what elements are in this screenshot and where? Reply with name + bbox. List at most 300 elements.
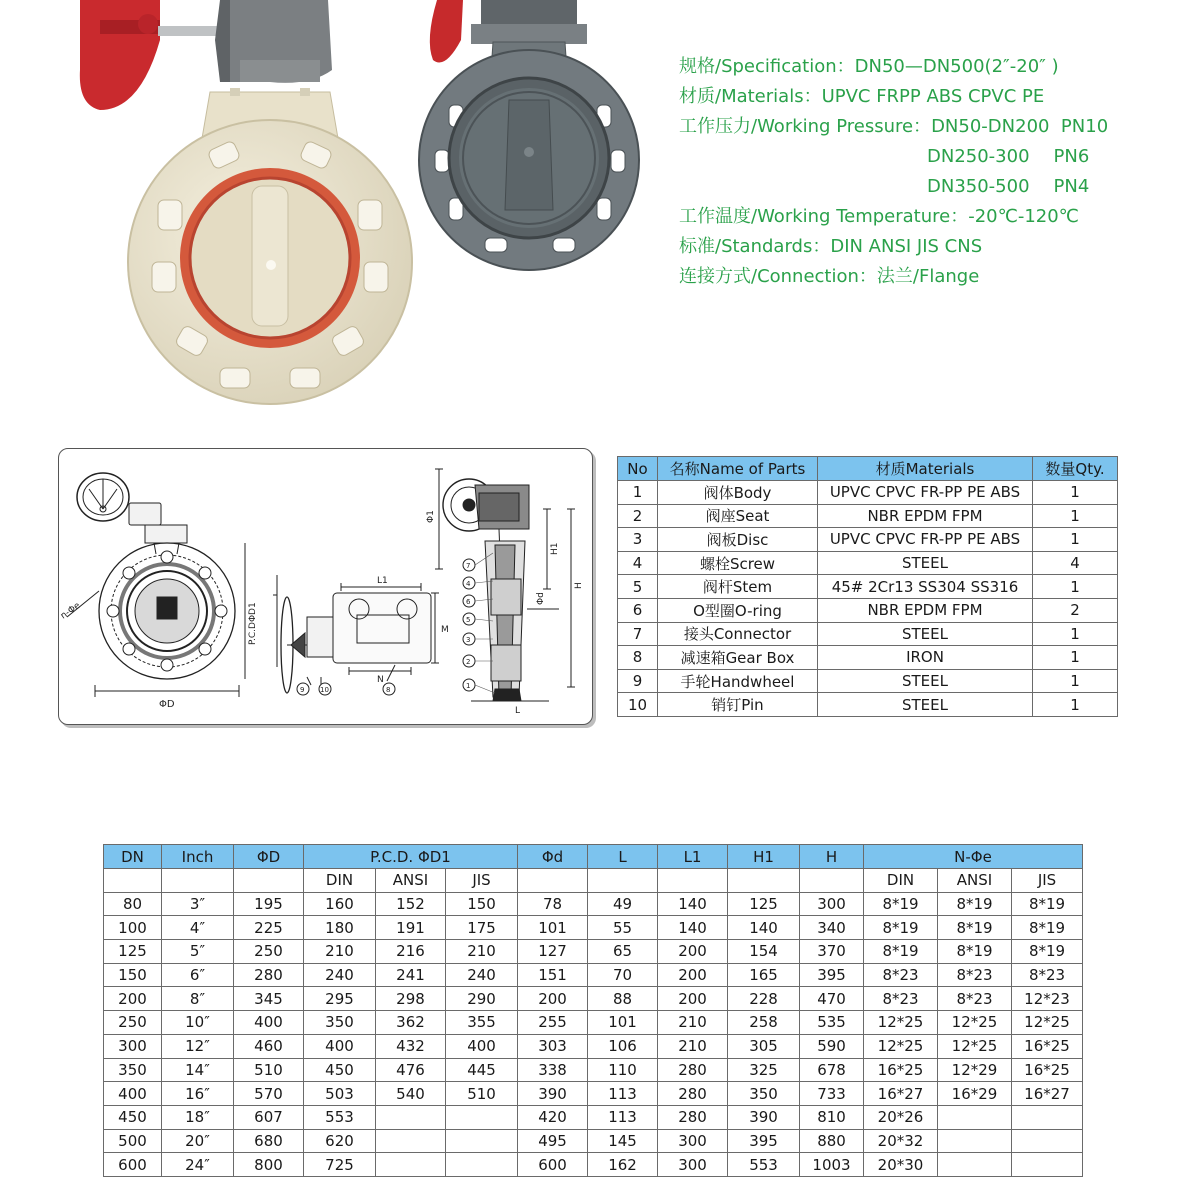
dim-cell: 600 [518, 1153, 588, 1177]
dim-cell: 12*25 [1012, 1011, 1083, 1035]
dim-cell: 154 [728, 940, 800, 964]
dim-cell: 14″ [162, 1058, 234, 1082]
parts-cell: O型圈O-ring [658, 598, 818, 622]
dim-cell: 113 [588, 1082, 658, 1106]
dim-cell: 6″ [162, 963, 234, 987]
parts-cell: NBR EPDM FPM [818, 598, 1033, 622]
dim-cell [938, 1129, 1012, 1153]
gearbox-icon [129, 503, 161, 525]
parts-row [618, 693, 1118, 717]
dim-cell [938, 1153, 1012, 1177]
gearbox-icon [333, 593, 431, 663]
dim-label-h: H [574, 582, 584, 589]
dim-row [104, 1034, 1083, 1058]
parts-row [618, 646, 1118, 670]
dim-cell: 290 [446, 987, 518, 1011]
dim-cell: 65 [588, 940, 658, 964]
dim-row [104, 1082, 1083, 1106]
dim-cell: 570 [234, 1082, 304, 1106]
dim-cell: 420 [518, 1105, 588, 1129]
parts-cell: 2 [618, 504, 658, 528]
dim-cell: 225 [234, 916, 304, 940]
parts-cell: 10 [618, 693, 658, 717]
parts-cell: 螺栓Screw [658, 551, 818, 575]
dim-cell: 280 [658, 1058, 728, 1082]
dim-label-od: ΦD [159, 699, 175, 710]
callout-10: 10 [320, 686, 329, 694]
dim-row [104, 1153, 1083, 1177]
dim-cell: 300 [658, 1129, 728, 1153]
callout-7: 7 [466, 562, 471, 570]
dim-row [104, 1105, 1083, 1129]
parts-cell: 阀板Disc [658, 528, 818, 552]
specifications-block [679, 52, 1159, 292]
dim-cell: 590 [800, 1034, 864, 1058]
dim-subheader-cell: DIN [304, 869, 376, 893]
parts-cell: 1 [1033, 504, 1118, 528]
dim-cell: 12*25 [864, 1034, 938, 1058]
dim-cell: 180 [304, 916, 376, 940]
dim-cell: 678 [800, 1058, 864, 1082]
dim-cell: 210 [304, 940, 376, 964]
dim-cell: 210 [446, 940, 518, 964]
dim-cell: 800 [234, 1153, 304, 1177]
dim-cell: 80 [104, 892, 162, 916]
dim-cell: 258 [728, 1011, 800, 1035]
dim-row [104, 940, 1083, 964]
spec-connection: 连接方式/Connection：法兰/Flange [679, 266, 980, 287]
dim-cell: 12*25 [864, 1011, 938, 1035]
parts-header-name: 名称Name of Parts [658, 457, 818, 481]
dim-cell: 228 [728, 987, 800, 1011]
dim-cell: 350 [728, 1082, 800, 1106]
dim-label-n: N [377, 675, 384, 685]
dim-cell: 305 [728, 1034, 800, 1058]
dim-cell: 280 [658, 1105, 728, 1129]
dim-cell: 460 [234, 1034, 304, 1058]
spec-temperature: 工作温度/Working Temperature：-20℃-120℃ [679, 206, 1079, 227]
parts-cell: 1 [618, 481, 658, 505]
dim-cell: 10″ [162, 1011, 234, 1035]
dim-cell: 12″ [162, 1034, 234, 1058]
dim-header-l: L [588, 845, 658, 869]
parts-cell: UPVC CPVC FR-PP PE ABS [818, 528, 1033, 552]
dim-cell: 8*19 [938, 940, 1012, 964]
dim-cell: 20*26 [864, 1105, 938, 1129]
dim-cell: 20*32 [864, 1129, 938, 1153]
dim-cell: 150 [104, 963, 162, 987]
dim-cell: 8*19 [938, 892, 1012, 916]
dim-cell: 250 [104, 1011, 162, 1035]
dim-subheader-cell: DIN [864, 869, 938, 893]
dim-row [104, 1011, 1083, 1035]
dim-cell: 165 [728, 963, 800, 987]
dim-cell: 600 [104, 1153, 162, 1177]
dim-cell: 16″ [162, 1082, 234, 1106]
dim-cell: 510 [234, 1058, 304, 1082]
spec-pressure-pn: PN6 [1053, 146, 1090, 167]
dim-cell: 24″ [162, 1153, 234, 1177]
parts-row [618, 528, 1118, 552]
dim-cell: 432 [376, 1034, 446, 1058]
dim-cell: 8*23 [938, 987, 1012, 1011]
parts-cell: 1 [1033, 528, 1118, 552]
dim-cell: 400 [446, 1034, 518, 1058]
dim-header-inch: Inch [162, 845, 234, 869]
dim-cell: 280 [658, 1082, 728, 1106]
dim-cell: 250 [234, 940, 304, 964]
dim-cell: 8*23 [864, 963, 938, 987]
parts-row [618, 575, 1118, 599]
dim-cell: 175 [446, 916, 518, 940]
dim-cell [938, 1105, 1012, 1129]
dim-cell: 200 [658, 987, 728, 1011]
dim-row [104, 987, 1083, 1011]
dim-cell: 303 [518, 1034, 588, 1058]
parts-row [618, 598, 1118, 622]
dim-subheader-row [104, 869, 1083, 893]
dim-cell: 200 [658, 963, 728, 987]
dim-cell: 127 [518, 940, 588, 964]
technical-drawing [59, 449, 592, 724]
dim-cell: 255 [518, 1011, 588, 1035]
dim-cell [1012, 1129, 1083, 1153]
dim-cell [376, 1105, 446, 1129]
dim-cell: 350 [104, 1058, 162, 1082]
dim-header-n-phi-e: N-Φe [864, 845, 1083, 869]
dim-cell: 8*19 [864, 892, 938, 916]
dim-cell: 16*25 [864, 1058, 938, 1082]
callout-5: 5 [466, 616, 471, 624]
dim-cell: 300 [104, 1034, 162, 1058]
dim-header-d: Φd [518, 845, 588, 869]
spec-pressure-pn: PN10 [1060, 116, 1109, 137]
dim-header-row [104, 845, 1083, 869]
dim-cell: 20*30 [864, 1153, 938, 1177]
dim-cell: 101 [518, 916, 588, 940]
parts-cell: 1 [1033, 622, 1118, 646]
dim-cell: 8*23 [1012, 963, 1083, 987]
dim-label-h1: H1 [550, 542, 560, 555]
dim-cell: 400 [104, 1082, 162, 1106]
spec-pressure-row-1 [679, 112, 1159, 142]
dim-cell: 390 [728, 1105, 800, 1129]
dim-cell: 470 [800, 987, 864, 1011]
parts-cell: 2 [1033, 598, 1118, 622]
dim-cell: 3″ [162, 892, 234, 916]
parts-cell: STEEL [818, 622, 1033, 646]
dim-cell: 16*27 [864, 1082, 938, 1106]
parts-row [618, 551, 1118, 575]
dim-cell: 540 [376, 1082, 446, 1106]
dim-cell: 160 [304, 892, 376, 916]
dim-row [104, 1058, 1083, 1082]
parts-cell: 7 [618, 622, 658, 646]
dim-cell: 4″ [162, 916, 234, 940]
dim-header-h1: H1 [728, 845, 800, 869]
callout-4: 4 [466, 580, 471, 588]
dim-cell [376, 1153, 446, 1177]
dim-row [104, 963, 1083, 987]
dim-cell: 210 [658, 1034, 728, 1058]
dim-cell: 355 [446, 1011, 518, 1035]
dim-cell: 295 [304, 987, 376, 1011]
dim-cell: 8*19 [1012, 940, 1083, 964]
dim-cell: 390 [518, 1082, 588, 1106]
parts-cell: 1 [1033, 575, 1118, 599]
dim-cell: 200 [104, 987, 162, 1011]
callout-6: 6 [466, 598, 471, 606]
dim-label-pcd: P.C.DΦD1 [248, 602, 258, 645]
dim-cell: 325 [728, 1058, 800, 1082]
parts-cell: UPVC CPVC FR-PP PE ABS [818, 481, 1033, 505]
spec-pressure-label: 工作压力/Working Pressure： [679, 116, 932, 137]
dim-cell: 8*19 [864, 916, 938, 940]
dim-cell: 145 [588, 1129, 658, 1153]
dim-cell: 100 [104, 916, 162, 940]
parts-table-body [618, 481, 1118, 717]
dim-subheader-cell: JIS [446, 869, 518, 893]
parts-cell: IRON [818, 646, 1033, 670]
dim-cell: 125 [728, 892, 800, 916]
parts-cell: STEEL [818, 669, 1033, 693]
dim-cell: 445 [446, 1058, 518, 1082]
technical-drawing-panel [58, 448, 593, 725]
parts-cell: 销钉Pin [658, 693, 818, 717]
dim-row [104, 916, 1083, 940]
dim-cell: 12*23 [1012, 987, 1083, 1011]
callout-3: 3 [466, 636, 471, 644]
dim-cell: 607 [234, 1105, 304, 1129]
dim-cell: 16*29 [938, 1082, 1012, 1106]
parts-cell: 手轮Handwheel [658, 669, 818, 693]
parts-row [618, 669, 1118, 693]
dim-cell: 200 [658, 940, 728, 964]
dim-cell: 8*19 [864, 940, 938, 964]
dim-cell [1012, 1153, 1083, 1177]
spec-pressure-row-3 [679, 172, 1159, 202]
dim-cell: 725 [304, 1153, 376, 1177]
parts-header-row [618, 457, 1118, 481]
dim-cell: 495 [518, 1129, 588, 1153]
dim-cell: 70 [588, 963, 658, 987]
spec-specification: 规格/Specification：DN50—DN500(2″-20″ ) [679, 56, 1059, 77]
dim-cell: 503 [304, 1082, 376, 1106]
dim-cell: 16*27 [1012, 1082, 1083, 1106]
parts-cell: 减速箱Gear Box [658, 646, 818, 670]
dim-cell: 553 [304, 1105, 376, 1129]
parts-cell: STEEL [818, 693, 1033, 717]
dim-cell: 476 [376, 1058, 446, 1082]
parts-cell: 5 [618, 575, 658, 599]
dim-label-m: M [441, 625, 449, 635]
spec-materials: 材质/Materials：UPVC FRPP ABS CPVC PE [679, 86, 1045, 107]
dim-cell: 535 [800, 1011, 864, 1035]
dim-cell: 12*25 [938, 1034, 1012, 1058]
dim-cell: 140 [728, 916, 800, 940]
dim-header-l1: L1 [658, 845, 728, 869]
parts-row [618, 481, 1118, 505]
spec-pressure-row-2 [679, 142, 1159, 172]
dim-cell: 8*19 [1012, 916, 1083, 940]
parts-cell: 45# 2Cr13 SS304 SS316 [818, 575, 1033, 599]
dim-cell: 400 [234, 1011, 304, 1035]
dim-header-od: ΦD [234, 845, 304, 869]
dim-cell: 338 [518, 1058, 588, 1082]
parts-cell: 阀座Seat [658, 504, 818, 528]
dim-cell: 8″ [162, 987, 234, 1011]
dim-cell: 340 [800, 916, 864, 940]
dim-row [104, 1129, 1083, 1153]
red-handwheel-icon [80, 0, 160, 110]
dim-cell: 110 [588, 1058, 658, 1082]
dim-cell: 350 [304, 1011, 376, 1035]
dim-cell: 12*29 [938, 1058, 1012, 1082]
dim-cell: 240 [304, 963, 376, 987]
dim-cell: 88 [588, 987, 658, 1011]
dim-cell: 152 [376, 892, 446, 916]
dim-cell: 162 [588, 1153, 658, 1177]
spec-pressure-range: DN350-500 [927, 176, 1030, 197]
dim-cell: 191 [376, 916, 446, 940]
dim-cell: 680 [234, 1129, 304, 1153]
parts-cell: STEEL [818, 551, 1033, 575]
parts-cell: 1 [1033, 646, 1118, 670]
dim-label-n-phi-e: n-Φe [59, 600, 83, 622]
dim-cell: 200 [518, 987, 588, 1011]
dim-cell: 16*25 [1012, 1034, 1083, 1058]
parts-cell: 1 [1033, 481, 1118, 505]
dim-cell: 810 [800, 1105, 864, 1129]
product-photo-grey-valve [415, 0, 645, 275]
dim-cell: 1003 [800, 1153, 864, 1177]
dim-cell: 450 [304, 1058, 376, 1082]
dim-cell: 78 [518, 892, 588, 916]
spec-standards: 标准/Standards：DIN ANSI JIS CNS [679, 236, 983, 257]
dim-cell: 500 [104, 1129, 162, 1153]
dim-cell: 450 [104, 1105, 162, 1129]
dim-cell: 300 [658, 1153, 728, 1177]
dim-cell: 12*25 [938, 1011, 1012, 1035]
dim-cell: 150 [446, 892, 518, 916]
dim-cell: 395 [800, 963, 864, 987]
dim-cell: 345 [234, 987, 304, 1011]
parts-cell: NBR EPDM FPM [818, 504, 1033, 528]
dim-label-l: L [515, 706, 521, 716]
dim-cell: 113 [588, 1105, 658, 1129]
section-callouts [463, 559, 475, 691]
product-photo-white-valve [70, 0, 420, 410]
dim-cell: 16*25 [1012, 1058, 1083, 1082]
dim-cell: 298 [376, 987, 446, 1011]
dim-cell: 362 [376, 1011, 446, 1035]
dim-cell: 280 [234, 963, 304, 987]
parts-cell: 4 [1033, 551, 1118, 575]
dim-header-pcd: P.C.D. ΦD1 [304, 845, 518, 869]
dim-cell: 55 [588, 916, 658, 940]
dim-cell [446, 1129, 518, 1153]
dim-cell: 300 [800, 892, 864, 916]
dim-cell: 101 [588, 1011, 658, 1035]
disc-icon [252, 186, 288, 326]
spec-pressure-range: DN50-DN200 [931, 116, 1050, 137]
dim-cell: 553 [728, 1153, 800, 1177]
parts-cell: 阀体Body [658, 481, 818, 505]
spec-pressure-range: DN250-300 [927, 146, 1030, 167]
dim-cell: 880 [800, 1129, 864, 1153]
dim-cell: 140 [658, 916, 728, 940]
side-view-drawing [273, 575, 439, 693]
dim-subheader-cell: JIS [1012, 869, 1083, 893]
dim-subheader-cell: ANSI [938, 869, 1012, 893]
dim-subheader-cell: ANSI [376, 869, 446, 893]
dim-cell: 400 [304, 1034, 376, 1058]
dim-cell: 18″ [162, 1105, 234, 1129]
dim-cell: 125 [104, 940, 162, 964]
callout-8: 8 [386, 686, 391, 694]
dim-cell: 20″ [162, 1129, 234, 1153]
dim-header-dn: DN [104, 845, 162, 869]
dim-cell: 510 [446, 1082, 518, 1106]
callout-2: 2 [466, 658, 471, 666]
section-view-drawing [435, 469, 575, 701]
parts-cell: 3 [618, 528, 658, 552]
callout-9: 9 [300, 686, 305, 694]
dim-cell [446, 1153, 518, 1177]
parts-cell: 6 [618, 598, 658, 622]
dim-cell: 49 [588, 892, 658, 916]
dim-cell: 241 [376, 963, 446, 987]
dim-cell: 240 [446, 963, 518, 987]
dim-cell: 8*19 [1012, 892, 1083, 916]
front-view-drawing [67, 473, 245, 697]
dim-cell: 8*19 [938, 916, 1012, 940]
dim-cell: 140 [658, 892, 728, 916]
dim-cell: 8*23 [864, 987, 938, 1011]
dim-row [104, 892, 1083, 916]
dim-cell [446, 1105, 518, 1129]
dim-cell: 216 [376, 940, 446, 964]
dim-cell: 620 [304, 1129, 376, 1153]
parts-header-materials: 材质Materials [818, 457, 1033, 481]
dim-header-h: H [800, 845, 864, 869]
parts-row [618, 504, 1118, 528]
parts-header-qty: 数量Qty. [1033, 457, 1118, 481]
parts-cell: 接头Connector [658, 622, 818, 646]
dim-cell: 5″ [162, 940, 234, 964]
parts-cell: 8 [618, 646, 658, 670]
callout-1: 1 [466, 682, 471, 690]
spec-pressure-pn: PN4 [1053, 176, 1090, 197]
parts-header-no: No [618, 457, 658, 481]
dim-cell: 151 [518, 963, 588, 987]
dimensions-table-body [104, 869, 1083, 1177]
dim-label-l1: L1 [377, 576, 388, 586]
dim-label-phi1: Φ1 [426, 510, 436, 523]
dim-cell [376, 1129, 446, 1153]
red-handwheel-icon [430, 0, 463, 63]
dim-label-d: Φd [536, 592, 546, 605]
parts-cell: 1 [1033, 669, 1118, 693]
dimensions-table [103, 844, 1083, 1177]
dim-cell: 370 [800, 940, 864, 964]
parts-cell: 1 [1033, 693, 1118, 717]
dim-cell: 395 [728, 1129, 800, 1153]
dim-cell: 210 [658, 1011, 728, 1035]
dim-cell: 733 [800, 1082, 864, 1106]
parts-cell: 阀杆Stem [658, 575, 818, 599]
dim-cell: 8*23 [938, 963, 1012, 987]
